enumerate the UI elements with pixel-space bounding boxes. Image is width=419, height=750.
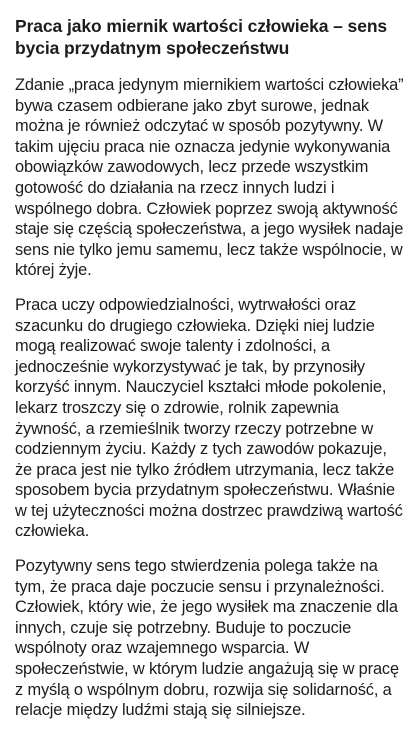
article-paragraph-2: Praca uczy odpowiedzialności, wytrwałości oraz szacunku do drugiego człowieka. Dzięki niej ludzie mogą realizować swoje talenty i zdolności, a jednocześnie wykorzystywać je tak, by przynosiły korzyść innym. Nauczyciel kształci młode pokolenie, lekarz troszczy się o zdrowie, rolnik zapewnia żywność, a rzemieślnik tworzy rzeczy potrzebne w codziennym życiu. Każdy z tych zawodów pokazuje, że praca jest nie tylko źródłem utrzymania, lecz także sposobem bycia przydatnym społeczeństwu. Właśnie w tej użyteczności można dostrzec prawdziwą wartość człowieka. <box>15 295 403 541</box>
article-paragraph-3: Pozytywny sens tego stwierdzenia polega także na tym, że praca daje poczucie sensu i przynależności. Człowiek, który wie, że jego wysiłek ma znaczenie dla innych, czuje się potrzebny. Buduje to poczucie wspólnoty oraz wzajemnego wsparcia. W społeczeństwie, w którym ludzie angażują się w pracę z myślą o wspólnym dobru, rozwija się solidarność, a relacje między ludźmi stają się silniejsze. <box>15 557 399 720</box>
article-title: Praca jako miernik wartości człowieka – sens bycia przydatnym społeczeństwu <box>15 16 388 58</box>
article-paragraph-1: Zdanie „praca jedynym miernikiem wartości człowieka” bywa czasem odbierane jako zbyt surowe, jednak można je również odczytać w sposób pozytywny. W takim ujęciu praca nie oznacza jedynie wykonywania obowiązków zawodowych, lecz przede wszystkim gotowość do działania na rzecz innych ludzi i wspólnego dobra. Człowiek poprzez swoją aktywność staje się częścią społeczeństwa, a jego wysiłek nadaje sens nie tylko jemu samemu, lecz także wspólnocie, w której żyje. <box>15 76 404 280</box>
